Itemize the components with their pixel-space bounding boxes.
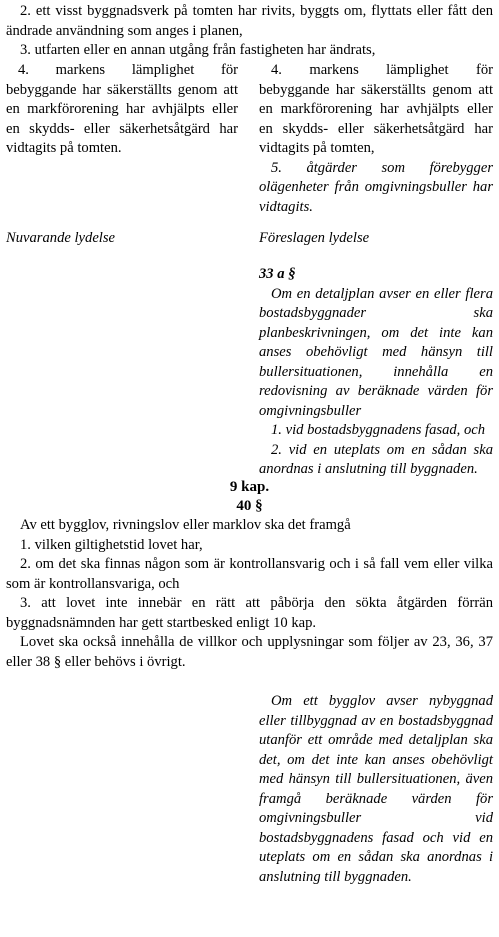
section-40-para-3: 2. om det ska finnas någon som är kontrollansvarig och i så fall vem eller vilka som är kontrollansvariga, och	[6, 556, 493, 592]
left-column-item4	[6, 61, 238, 159]
section-40-para-2: 1. vilken giltighetstid lovet har,	[20, 536, 203, 553]
left-item-4-text: 4. markens lämplighet för bebyggande har säkerställts genom att en markförorening har avhjälpts eller en skydds- eller säkerhetsåtgärd har vidtagits på tomten.	[6, 62, 238, 156]
right-item-4-text: 4. markens lämplighet för bebyggande har säkerställts genom att en markförorening har avhjälpts eller en skydds- eller säkerhetsåtgärd har vidtagits på tomten,	[259, 62, 493, 156]
section-40-para-5: Lovet ska också innehålla de villkor och upplysningar som följer av 23, 36, 37 eller 38 § eller behövs i övrigt.	[6, 634, 493, 670]
section-40-body	[6, 516, 493, 672]
section-40-addition-text: Om ett bygglov avser nybyggnad eller tillbyggnad av en bostadsbyggnad utanför ett område med detaljplan ska det, om det inte kan anses obehövligt med hänsyn till bullersituationen, även framgå beräknade värden för omgivningsbuller vid bostadsbyggnadens fasad och vid en uteplats om en sådan ska anordnas i anslutning till byggnaden.	[259, 693, 493, 885]
section-33a-item2: 2. vid en uteplats om en sådan ska anordnas i anslutning till byggnaden.	[259, 441, 493, 477]
section-33a-title: 33 a §	[259, 266, 296, 282]
section-33a	[259, 265, 493, 480]
section-33a-item1: 1. vid bostadsbyggnadens fasad, och	[271, 422, 486, 438]
label-current-wording: Nuvarande lydelse	[6, 230, 116, 246]
section-40-para-4: 3. att lovet inte innebär en rätt att påbörja den sökta åtgärden förrän byggnadsnämnden har gett startbesked enligt 10 kap.	[6, 595, 493, 631]
label-proposed-wording: Föreslagen lydelse	[259, 230, 370, 246]
item-3-text: 3. utfarten eller en annan utgång från fastigheten har ändrats,	[20, 42, 376, 58]
section-33a-intro: Om en detaljplan avser en eller flera bostadsbyggnader ska planbeskrivningen, om det inte kan anses obehövligt med hänsyn till bullersituationen, innehålla en redovisning av beräknade värden för omgivningsbuller	[259, 285, 493, 419]
right-item-5-text: 5. åtgärder som förebygger olägenheter från omgivningsbuller har vidtagits.	[259, 159, 493, 215]
section-40-heading: 40 §	[236, 498, 263, 514]
section-40-para-1: Av ett bygglov, rivningslov eller marklov ska det framgå	[20, 517, 351, 533]
section-40-proposed-addition	[259, 692, 493, 887]
right-column-items	[259, 61, 493, 217]
item-2-text: 2. ett visst byggnadsverk på tomten har rivits, byggts om, flyttats eller fått den ändrade användning som anges i planen,	[6, 3, 493, 39]
intro-lines	[6, 2, 493, 61]
chapter-heading: 9 kap.	[229, 479, 270, 495]
